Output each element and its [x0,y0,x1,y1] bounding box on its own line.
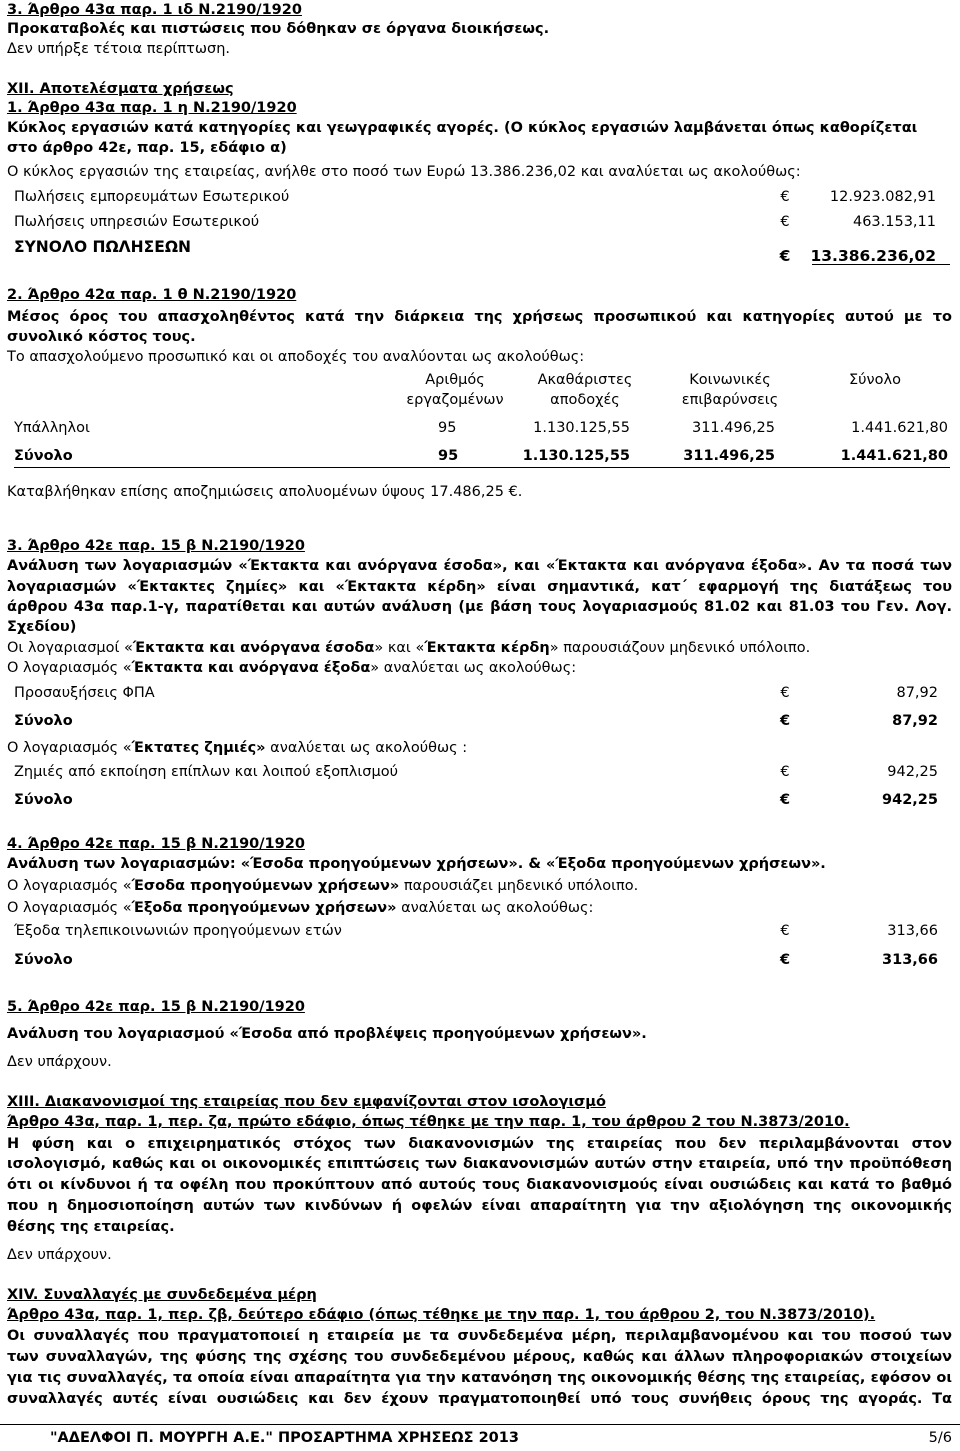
staff-header-gross: Ακαθάριστες αποδοχές [537,372,633,408]
xii-3-heading: 3. Άρθρο 42ε παρ. 15 β Ν.2190/1920 [7,538,305,554]
page-number: 5/6 [928,1430,952,1446]
xii-1-title-line-2: στο άρθρο 42ε, παρ. 15, εδάφιο α) [7,140,287,156]
xii-4-line-1: Ο λογαριασμός «Έσοδα προηγούμενων χρήσεων» παρουσιάζει μηδενικό υπόλοιπο. [7,878,639,894]
euro-sign: € [780,923,790,939]
loss-row [14,761,950,783]
euro-sign: € [780,214,790,230]
staff-row-social: 311.496,25 [691,420,775,436]
xiv-paragraph-line: των συναλλαγών, της φύσης της σχέσης του συνδεδεμένου μέρους, καθώς και άλλων πληροφοριακών στοιχείων [7,1349,952,1365]
sales-total-amount: 13.386.236,02 [810,247,936,265]
xiii-paragraph-line: Η φύση και ο επιχειρηματικός στόχος των διακανονισμών της εταιρείας που δεν περιλαμβάνονται στον [7,1136,952,1152]
xii-2-title-line-2: συνολικό κόστος τους. [7,329,196,345]
sales-row-amount: 12.923.082,91 [829,189,936,205]
staff-row-social: 311.496,25 [683,448,775,464]
xiii-reference: Άρθρο 43α, παρ. 1, περ. ζα, πρώτο εδάφιο, όπως τέθηκε με την παρ. 1, του άρθρου 2 του Ν.3873/2010. [7,1114,850,1130]
xii-2-severance: Καταβλήθηκαν επίσης αποζημιώσεις απολυομένων ύψους 17.486,25 €. [7,484,523,500]
xii-3-line-2: Ο λογαριασμός «Έκτακτα και ανόργανα έξοδα» αναλύεται ως ακολούθως: [7,660,577,676]
xiv-reference: Άρθρο 43α, παρ. 1, περ. ζβ, δεύτερο εδάφιο (όπως τέθηκε με την παρ. 1, του άρθρου 2, του Ν.3873/2010). [7,1307,876,1323]
vat-total-amount: 87,92 [892,713,938,729]
xii-3-line-3: Ο λογαριασμός «Έκτατες ζημιές» αναλύεται ως ακολούθως : [7,740,468,756]
tel-total-amount: 313,66 [882,952,938,968]
xiii-text: Δεν υπάρχουν. [7,1247,112,1263]
xii-4-heading: 4. Άρθρο 42ε παρ. 15 β Ν.2190/1920 [7,836,305,852]
staff-row-count: 95 [438,448,459,464]
loss-row-amount: 942,25 [887,764,938,780]
euro-sign: € [780,685,790,701]
loss-row-label: Ζημιές από εκποίηση επίπλων και λοιπού εξοπλισμού [14,764,398,780]
xiii-paragraph-line: ότι οι κίνδυνοι ή τα οφέλη που προκύπτουν από αυτούς τους διακανονισμούς είναι ουσιώδεις και κατά το βαθμό [7,1177,952,1193]
staff-row-total: 1.441.621,80 [851,420,948,436]
xii-1-text: Ο κύκλος εργασιών της εταιρείας, ανήλθε στο ποσό των Ευρώ 13.386.236,02 και αναλύεται ως ακολούθως: [7,164,801,180]
vat-row [14,682,950,704]
xiii-paragraph-line: που η δημοσιοποίηση αυτών των κινδύνων ή οφελών είναι απαραίτητη για την αξιολόγηση της οικονομικής [7,1198,952,1214]
sales-total-label: ΣΥΝΟΛΟ ΠΩΛΗΣΕΩΝ [14,238,191,256]
xii-3-title-line-2: λογαριασμών «Έκτακτες ζημίες» και «Έκτακτα κέρδη» είναι σημαντικά, κατ΄ εφαρμογή της διατάξεως του [7,579,952,595]
staff-header-social: Κοινωνικές επιβαρύνσεις [681,372,779,408]
staff-row-gross: 1.130.125,55 [522,448,630,464]
euro-sign: € [779,792,791,808]
tel-row [14,920,950,942]
xiii-paragraph-line: θέσης της εταιρείας. [7,1219,175,1235]
xii-5-heading: 5. Άρθρο 42ε παρ. 15 β Ν.2190/1920 [7,999,305,1015]
xii-1-heading: 1. Άρθρο 43α παρ. 1 η Ν.2190/1920 [7,100,297,116]
staff-row-label: Σύνολο [14,448,73,464]
xii-2-text: Το απασχολούμενο προσωπικό και οι αποδοχές του αναλύονται ως ακολούθως: [7,349,585,365]
tel-total-row [14,949,950,971]
section-3-heading: 3. Άρθρο 43α παρ. 1 ιδ Ν.2190/1920 [7,2,302,18]
loss-total-label: Σύνολο [14,792,73,808]
euro-sign: € [779,247,791,265]
xiv-paragraph-line: συναλλαγές αυτές είναι ουσιώδεις και δεν έχουν πραγματοποιηθεί υπό τους συνήθεις όρους της αγοράς. Τα [7,1391,952,1407]
footer-divider [0,1424,960,1425]
xiv-paragraph-line: για τις συναλλαγές, τα οποία είναι απαραίτητα για την κατανόηση της οικονομικής θέσης της εταιρείας, εφόσον οι [7,1370,952,1386]
xii-4-title: Ανάλυση των λογαριασμών: «Έσοδα προηγούμενων χρήσεων». & «Έξοδα προηγούμενων χρήσεων». [7,856,826,872]
euro-sign: € [780,764,790,780]
xii-1-title-line-1: Κύκλος εργασιών κατά κατηγορίες και γεωγραφικές αγορές. (Ο κύκλος εργασιών λαμβάνεται όπως καθορίζεται [7,120,918,136]
staff-total-underline [14,467,950,468]
staff-header-total: Σύνολο [849,372,901,388]
section-xiv-heading: XIV. Συναλλαγές με συνδεδεμένα μέρη [7,1287,317,1303]
total-underline [812,264,950,265]
euro-sign: € [780,189,790,205]
xii-3-line-1: Οι λογαριασμοί «Έκτακτα και ανόργανα έσοδα» και «Έκτακτα κέρδη» παρουσιάζουν μηδενικό υπόλοιπο. [7,640,811,656]
sales-row-label: Πωλήσεις εμπορευμάτων Εσωτερικού [14,189,290,205]
xii-3-title-line-4: Σχεδίου) [7,619,77,635]
tel-row-amount: 313,66 [887,923,938,939]
section-xii-heading: XII. Αποτελέσματα χρήσεως [7,81,234,97]
sales-row-label: Πωλήσεις υπηρεσιών Εσωτερικού [14,214,260,230]
footer-title: "ΑΔΕΛΦΟΙ Π. ΜΟΥΡΓΗ Α.Ε." ΠΡΟΣΑΡΤΗΜΑ ΧΡΗΣΕΩΣ 2013 [50,1430,519,1446]
section-3-title: Προκαταβολές και πιστώσεις που δόθηκαν σε όργανα διοικήσεως. [7,21,550,37]
xii-5-title: Ανάλυση του λογαριασμού «Έσοδα από προβλέψεις προηγούμενων χρήσεων». [7,1026,647,1042]
vat-total-row [14,710,950,732]
staff-row-total: 1.441.621,80 [840,448,948,464]
euro-sign: € [779,713,791,729]
xii-2-heading: 2. Άρθρο 42α παρ. 1 θ Ν.2190/1920 [7,287,297,303]
xii-3-title-line-3: άρθρου 43α παρ.1-γ, παρατίθεται και αυτών ανάλυση (με βάση τους λογαριασμούς 81.02 και 81.03 του Γεν. Λογ. [7,599,952,615]
sales-row [14,211,950,233]
staff-row-gross: 1.130.125,55 [533,420,630,436]
loss-total-row [14,789,950,811]
sales-row-amount: 463.153,11 [852,214,936,230]
xii-3-title-line-1: Ανάλυση των λογαριασμών «Έκτακτα και ανόργανα έσοδα», και «Έκτακτα και ανόργανα έξοδα». Αν τα ποσά των [7,558,952,574]
staff-header-count: Αριθμός εργαζομένων [406,372,504,408]
xii-4-line-2: Ο λογαριασμός «Έξοδα προηγούμενων χρήσεων» αναλύεται ως ακολούθως: [7,900,594,916]
vat-total-label: Σύνολο [14,713,73,729]
staff-row-label: Υπάλληλοι [14,420,90,436]
tel-total-label: Σύνολο [14,952,73,968]
vat-row-label: Προσαυξήσεις ΦΠΑ [14,685,155,701]
sales-row [14,186,950,208]
vat-row-amount: 87,92 [896,685,938,701]
xii-5-text: Δεν υπάρχουν. [7,1054,112,1070]
sales-total-amount-row [14,245,950,267]
section-xiii-heading: XIII. Διακανονισμοί της εταιρείας που δεν εμφανίζονται στον ισολογισμό [7,1094,606,1110]
tel-row-label: Έξοδα τηλεπικοινωνιών προηγούμενων ετών [14,923,342,939]
section-3-text: Δεν υπήρξε τέτοια περίπτωση. [7,41,231,57]
staff-row-count: 95 [438,420,457,436]
xii-2-title-line-1: Μέσος όρος του απασχοληθέντος κατά την διάρκεια της χρήσεως προσωπικού και κατηγορίες αυτού με το [7,309,952,325]
xiii-paragraph-line: ισολογισμό, καθώς και οι οικονομικές επιπτώσεις των διακανονισμών αυτών στην εταιρεία, υπό την προϋπόθεση [7,1156,952,1172]
euro-sign: € [779,952,791,968]
loss-total-amount: 942,25 [882,792,938,808]
xiv-paragraph-line: Οι συναλλαγές που πραγματοποιεί η εταιρεία με τα συνδεδεμένα μέρη, περιλαμβανομένου και του ποσού των [7,1328,952,1344]
